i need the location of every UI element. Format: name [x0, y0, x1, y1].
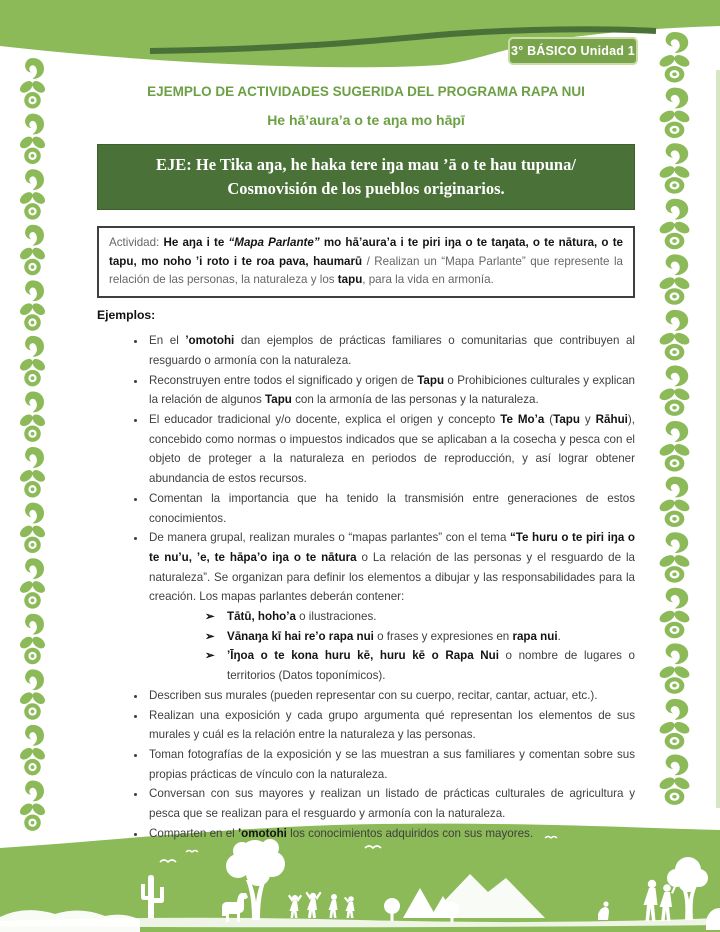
right-edge-accent [716, 70, 720, 808]
arrow-bullet-icon: ➢ [205, 649, 215, 663]
right-border-ornament [656, 30, 693, 808]
list-item: • El educador tradicional y/o docente, explica el origen y concepto Te Mo’a (Tapu y Rāhui), concebido como normas o impuestos indicados que se aplicaban a la cosecha y pesca con el objeto de proteger a la naturaleza en periodos de reproducción, y así lograr obtener abundancia de estos recursos. [147, 410, 635, 489]
list-item: • Toman fotografías de la exposición y se las muestran a sus familiares y comentan sobre sus propias prácticas de vínculo con la naturaleza. [147, 745, 635, 784]
list-item: • Reconstruyen entre todos el significado y origen de Tapu o Prohibiciones culturales y explican la relación de algunos Tapu con la armonía de las personas y la naturaleza. [147, 371, 635, 410]
examples-list [97, 331, 635, 843]
list-item: ➢ Tātū, hoho’a o ilustraciones. [205, 607, 635, 627]
list-item: • Comparten en el ’omotohi los conocimientos adquiridos con sus mayores. [147, 824, 635, 844]
left-border-ornament [17, 56, 48, 834]
list-item: • De manera grupal, realizan murales o “mapas parlantes” con el tema “Te huru o te piri iŋa o te nu’u, ’e, te hāpa’o iŋa o te nātura o La relación de las personas y el resguardo de la naturaleza”. Se organizan para definir los elementos a dibujar y las responsabilidades para la creación. Los mapas parlantes deberán contener: ➢ Tātū, hoho’a o ilustraciones. ➢ Vānaŋa kī hai re’o rapa nui o frases y expresiones en rapa nui. ➢ ’Īŋoa o te kona huru kē, huru kē o Rapa Nui o nombre de lugares o territorios (Datos toponímicos). [147, 528, 635, 686]
content-column [97, 80, 635, 843]
list-item: • Realizan una exposición y cada grupo argumenta qué representan los elementos de sus murales y cuál es la relación entre la naturaleza y las personas. [147, 706, 635, 745]
list-item: ➢ Vānaŋa kī hai re’o rapa nui o frases y expresiones en rapa nui. [205, 627, 635, 647]
examples-heading: Ejemplos: [97, 308, 156, 323]
activity-box: Actividad: He aŋa i te “Mapa Parlante” mo hā’aura’a i te piri iŋa o te taŋata, o te nātura, o te tapu, mo noho ’i roto i te roa pava, haumarū / Realizan un “Mapa Parlante” que represente la relación de las personas, la naturaleza y los tapu, para la vida en armonía. [97, 226, 635, 298]
page-subtitle: He hā’aura’a o te aŋa mo hāpī [267, 112, 465, 128]
list-item: • Comentan la importancia que ha tenido la transmisión entre generaciones de estos conocimientos. [147, 489, 635, 528]
list-item: ➢ ’Īŋoa o te kona huru kē, huru kē o Rapa Nui o nombre de lugares o territorios (Datos toponímicos). [205, 646, 635, 685]
eje-banner-line2: Cosmovisión de los pueblos originarios. [227, 178, 505, 198]
list-item: • En el ’omotohi dan ejemplos de prácticas familiares o comunitarias que contribuyen al resguardo o armonía con la naturaleza. [147, 331, 635, 370]
eje-banner [97, 144, 635, 210]
map-requirements-list [149, 607, 635, 686]
list-item: • Describen sus murales (pueden representar con su cuerpo, recitar, cantar, actuar, etc.). [147, 686, 635, 706]
arrow-bullet-icon: ➢ [205, 629, 215, 643]
page-title: EJEMPLO DE ACTIVIDADES SUGERIDA DEL PROGRAMA RAPA NUI [147, 84, 585, 99]
arrow-bullet-icon: ➢ [205, 610, 215, 624]
list-item: • Conversan con sus mayores y realizan un listado de prácticas culturales de agricultura y pesca que se realizan para el resguardo y armonía con la naturaleza. [147, 784, 635, 823]
eje-banner-line1: EJE: He Tika aŋa, he haka tere iŋa mau ’ā o te hau tupuna/ [156, 155, 576, 174]
unit-badge: 3° BÁSICO Unidad 1 [508, 37, 638, 65]
